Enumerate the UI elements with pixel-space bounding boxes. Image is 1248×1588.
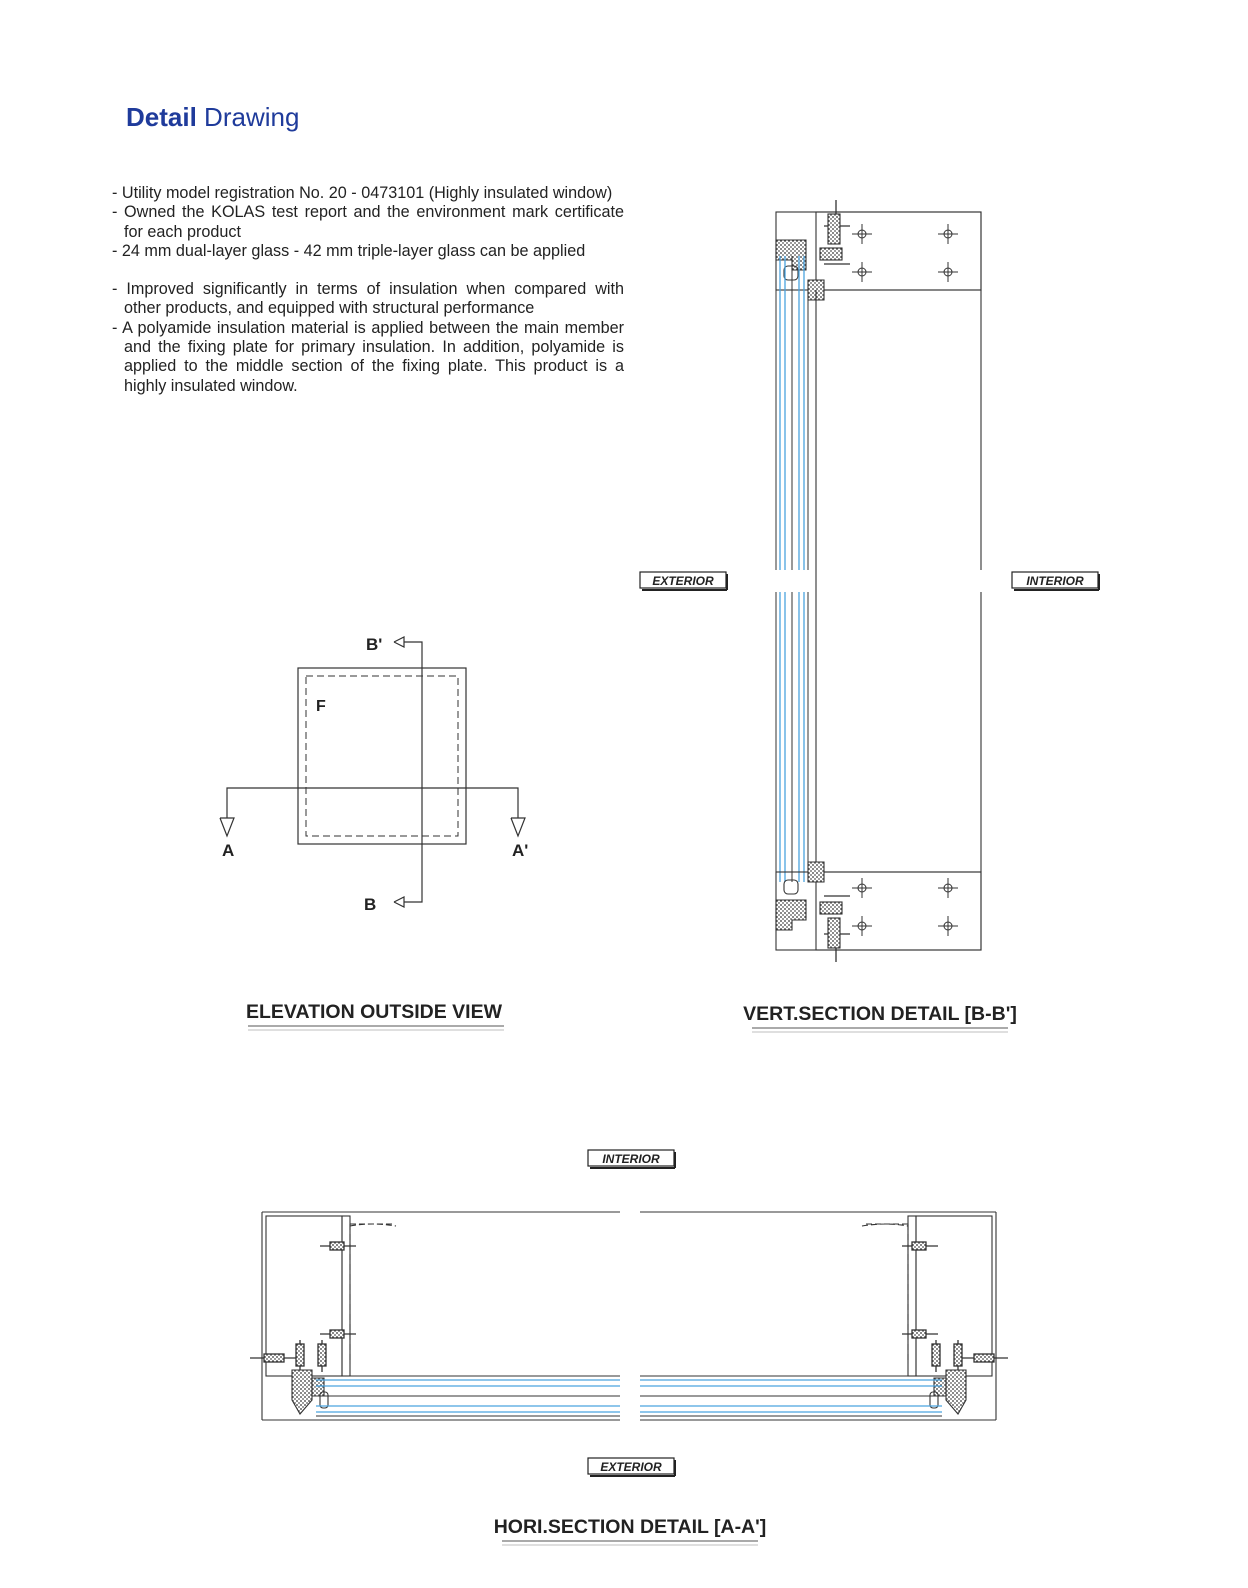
mark-f: F (316, 698, 326, 715)
caption-elevation: ELEVATION OUTSIDE VIEW (245, 1001, 503, 1023)
interior-label: INTERIOR (602, 1152, 660, 1166)
tag-exterior-vert (640, 572, 727, 590)
note-item: - 24 mm dual-layer glass - 42 mm triple-layer glass can be applied (112, 241, 586, 260)
mark-a-prime: A' (512, 841, 529, 860)
elevation-sash-dashed (306, 676, 458, 836)
elevation-outside-view (220, 637, 525, 907)
hori-section-detail (250, 1212, 1008, 1420)
mark-b-prime: B' (366, 635, 383, 654)
title-bold: Detail (126, 102, 197, 132)
interior-label: INTERIOR (1026, 574, 1084, 588)
note-item: - Utility model registration No. 20 - 0473101 (Highly insulated window) (112, 184, 613, 202)
section-line-b (394, 642, 422, 902)
caption-vert-section: VERT.SECTION DETAIL [B-B'] (743, 1003, 1017, 1025)
note-item: - A polyamide insulation material is applied between the main member and the fixing plate for primary insulation. In addition, polyamide is applied to the middle section of the fixing plate. This product is a highly insulated window. (112, 318, 624, 395)
note-item: - Owned the KOLAS test report and the environment mark certificate for each product (112, 203, 624, 241)
tag-exterior-hori (588, 1458, 675, 1476)
mark-a: A (222, 841, 235, 860)
tag-interior-vert (1012, 572, 1099, 590)
tag-interior-hori (588, 1150, 675, 1168)
exterior-label: EXTERIOR (600, 1460, 662, 1474)
note-item: - Improved significantly in terms of insulation when compared with other products, and equipped with structural performance (112, 280, 624, 318)
caption-hori-section: HORI.SECTION DETAIL [A-A'] (493, 1516, 767, 1538)
exterior-label: EXTERIOR (652, 574, 714, 588)
mark-b: B (364, 895, 377, 914)
vert-section-detail (776, 200, 981, 962)
section-line-a (227, 788, 518, 818)
title-light: Drawing (204, 102, 300, 132)
elevation-frame (298, 668, 466, 844)
